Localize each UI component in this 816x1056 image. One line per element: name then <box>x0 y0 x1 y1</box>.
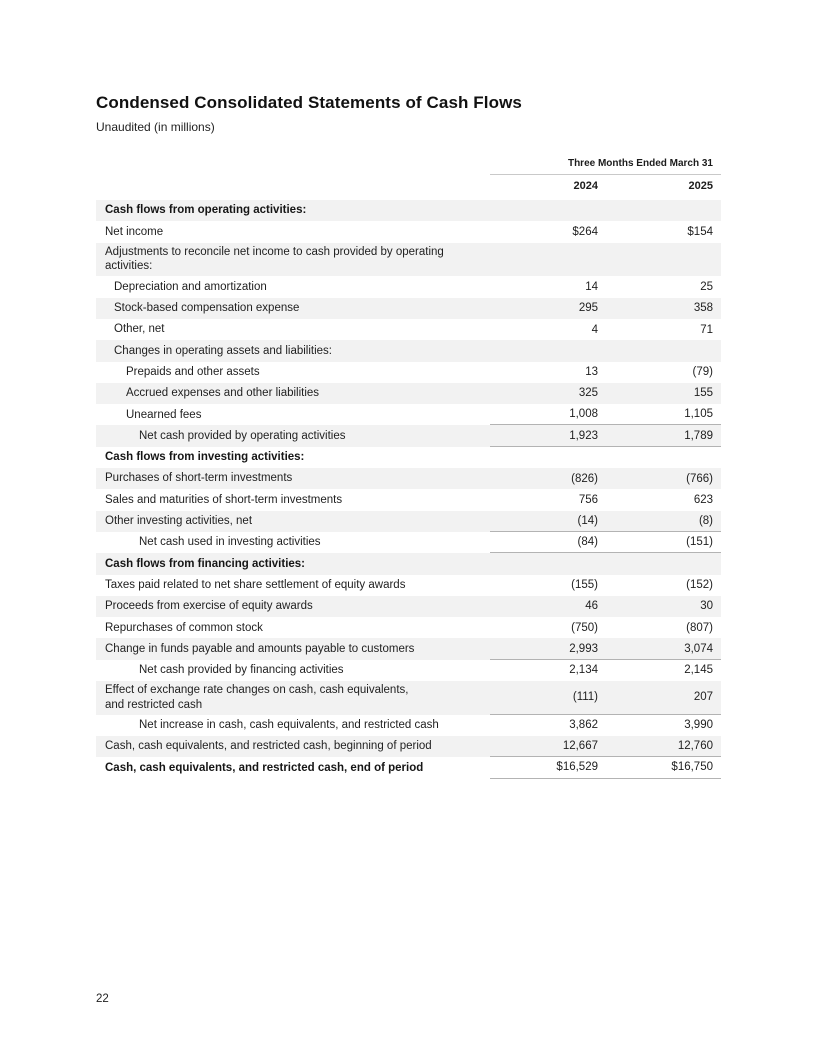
table-row <box>96 575 721 596</box>
row-label <box>96 447 490 468</box>
cell-2024: 14 <box>585 280 598 293</box>
row-label <box>96 715 490 736</box>
row-label-text-line2: and restricted cash <box>105 698 203 711</box>
row-label <box>96 660 490 681</box>
table-row <box>96 404 721 425</box>
cashflow-table-body <box>96 200 721 779</box>
table-row <box>96 383 721 404</box>
row-label <box>96 736 490 757</box>
table-row <box>96 447 721 468</box>
row-values <box>490 200 721 221</box>
row-values <box>490 340 721 361</box>
row-label-text: Proceeds from exercise of equity awards <box>105 600 313 613</box>
row-label-text: Effect of exchange rate changes on cash, cash equivalents, <box>105 684 409 697</box>
row-values <box>490 276 721 297</box>
row-label <box>96 243 490 277</box>
cell-2025: 3,074 <box>684 642 713 655</box>
row-values <box>490 362 721 383</box>
row-label <box>96 553 490 574</box>
row-values <box>490 638 721 659</box>
row-label-text: Change in funds payable and amounts payable to customers <box>105 642 415 655</box>
cell-2025: 1,789 <box>684 429 713 442</box>
cell-2025: 1,105 <box>684 408 713 421</box>
row-values <box>490 425 721 446</box>
table-row <box>96 660 721 681</box>
cell-2024: $16,529 <box>556 761 598 774</box>
table-row <box>96 362 721 383</box>
row-label-text: Prepaids and other assets <box>126 365 260 378</box>
cell-2025: $16,750 <box>671 761 713 774</box>
cell-2024: 2,993 <box>569 642 598 655</box>
row-label <box>96 221 490 242</box>
row-values <box>490 715 721 736</box>
table-row <box>96 276 721 297</box>
table-row <box>96 736 721 757</box>
row-label <box>96 468 490 489</box>
row-label <box>96 200 490 221</box>
row-label-text: Repurchases of common stock <box>105 621 263 634</box>
cell-2024: $264 <box>572 225 598 238</box>
row-values <box>490 660 721 681</box>
table-year-header-row <box>96 175 721 197</box>
table-row <box>96 425 721 446</box>
table-row <box>96 221 721 242</box>
row-label <box>96 425 490 446</box>
row-values <box>490 736 721 757</box>
cell-2025: 207 <box>693 691 713 704</box>
cell-2025: 3,990 <box>684 719 713 732</box>
cell-2024: (155) <box>571 579 598 592</box>
row-label <box>96 596 490 617</box>
row-label <box>96 575 490 596</box>
table-row <box>96 638 721 659</box>
cell-2025: (807) <box>686 621 713 634</box>
cell-2024: 4 <box>591 323 598 336</box>
statement-content <box>96 93 721 779</box>
cell-2024: (111) <box>572 691 598 704</box>
table-row <box>96 511 721 532</box>
row-label-text: Other investing activities, net <box>105 515 253 528</box>
row-label <box>96 340 490 361</box>
cell-2025: $154 <box>687 225 713 238</box>
row-label <box>96 757 490 778</box>
table-row <box>96 715 721 736</box>
cell-2025: 358 <box>693 302 713 315</box>
table-row <box>96 681 721 715</box>
row-values <box>490 553 721 574</box>
row-values <box>490 404 721 425</box>
column-header-2024: 2024 <box>573 180 598 192</box>
cell-2025: 30 <box>700 600 713 613</box>
cell-2024: (750) <box>571 621 598 634</box>
row-label <box>96 617 490 638</box>
table-period-header-row <box>96 158 721 175</box>
row-label <box>96 532 490 553</box>
row-label <box>96 383 490 404</box>
row-values <box>490 532 721 553</box>
cell-2025: 155 <box>693 387 713 400</box>
row-label-text: Sales and maturities of short-term investments <box>105 493 343 506</box>
cell-2024: 12,667 <box>562 740 598 753</box>
cashflow-table <box>96 158 721 779</box>
row-label-text: Taxes paid related to net share settlement of equity awards <box>105 578 406 591</box>
row-values <box>490 596 721 617</box>
row-label <box>96 276 490 297</box>
cell-2025: (79) <box>692 366 713 379</box>
row-values <box>490 511 721 532</box>
row-label-text: Net cash used in investing activities <box>139 536 321 549</box>
row-label <box>96 638 490 659</box>
row-label <box>96 681 490 715</box>
row-label <box>96 511 490 532</box>
period-header: Three Months Ended March 31 <box>490 158 721 175</box>
row-label-text: Unearned fees <box>126 408 202 421</box>
table-row <box>96 757 721 778</box>
row-values <box>490 319 721 340</box>
cell-2024: (84) <box>577 536 598 549</box>
page-subtitle: Unaudited (in millions) <box>96 120 215 134</box>
row-values <box>490 489 721 510</box>
row-label <box>96 489 490 510</box>
cell-2024: 13 <box>585 366 598 379</box>
cell-2025: 2,145 <box>684 664 713 677</box>
row-label <box>96 319 490 340</box>
row-label-text: Net cash provided by financing activities <box>139 664 344 677</box>
cell-2024: 46 <box>585 600 598 613</box>
row-label-text: Accrued expenses and other liabilities <box>126 387 320 400</box>
cell-2025: 71 <box>700 323 713 336</box>
row-label-text: Net increase in cash, cash equivalents, and restricted cash <box>139 719 439 732</box>
row-label-text: Cash flows from investing activities: <box>105 451 305 464</box>
table-row <box>96 617 721 638</box>
cell-2024: 2,134 <box>569 664 598 677</box>
cell-2025: 623 <box>693 493 713 506</box>
cell-2025: (766) <box>686 472 713 485</box>
cell-2024: 325 <box>578 387 598 400</box>
table-row <box>96 200 721 221</box>
row-values <box>490 447 721 468</box>
cell-2024: 1,008 <box>569 408 598 421</box>
row-label <box>96 362 490 383</box>
row-label <box>96 298 490 319</box>
cell-2024: 3,862 <box>569 719 598 732</box>
cell-2024: 756 <box>578 493 598 506</box>
row-values <box>490 243 721 277</box>
row-values <box>490 468 721 489</box>
cell-2024: (14) <box>577 514 598 527</box>
row-values <box>490 221 721 242</box>
cell-2025: 25 <box>700 280 713 293</box>
row-label-text: Net cash provided by operating activities <box>139 429 346 442</box>
table-row <box>96 489 721 510</box>
year-columns <box>490 180 721 192</box>
table-row <box>96 596 721 617</box>
table-row <box>96 319 721 340</box>
cell-2025: 12,760 <box>677 740 713 753</box>
table-row <box>96 468 721 489</box>
row-label <box>96 404 490 425</box>
row-label-text: Depreciation and amortization <box>114 280 267 293</box>
page-title: Condensed Consolidated Statements of Cash Flows <box>96 93 522 112</box>
row-label-text: Cash, cash equivalents, and restricted cash, beginning of period <box>105 740 432 753</box>
row-values <box>490 575 721 596</box>
row-label-text: Changes in operating assets and liabilities: <box>114 344 332 357</box>
cell-2025: (151) <box>686 536 713 549</box>
row-values <box>490 681 721 715</box>
row-label-text: Cash, cash equivalents, and restricted cash, end of period <box>105 761 424 774</box>
cell-2025: (8) <box>698 514 713 527</box>
row-label-text: Stock-based compensation expense <box>114 302 300 315</box>
cell-2024: 1,923 <box>569 429 598 442</box>
table-row <box>96 298 721 319</box>
cell-2024: (826) <box>571 472 598 485</box>
table-row <box>96 243 721 277</box>
row-values <box>490 617 721 638</box>
column-header-2025: 2025 <box>688 180 713 192</box>
row-label-text: Other, net <box>114 323 165 336</box>
table-row <box>96 553 721 574</box>
cell-2025: (152) <box>686 579 713 592</box>
page-number: 22 <box>96 993 109 1005</box>
row-label-text: Net income <box>105 225 164 238</box>
row-values <box>490 298 721 319</box>
row-label-text: Cash flows from operating activities: <box>105 204 307 217</box>
row-label-text: Cash flows from financing activities: <box>105 557 306 570</box>
row-label-text: Purchases of short-term investments <box>105 472 293 485</box>
table-row <box>96 340 721 361</box>
table-row <box>96 532 721 553</box>
header-spacer <box>96 158 490 175</box>
row-values <box>490 757 721 778</box>
row-label-text: Adjustments to reconcile net income to cash provided by operating activities: <box>105 246 444 273</box>
cell-2024: 295 <box>578 302 598 315</box>
row-values <box>490 383 721 404</box>
